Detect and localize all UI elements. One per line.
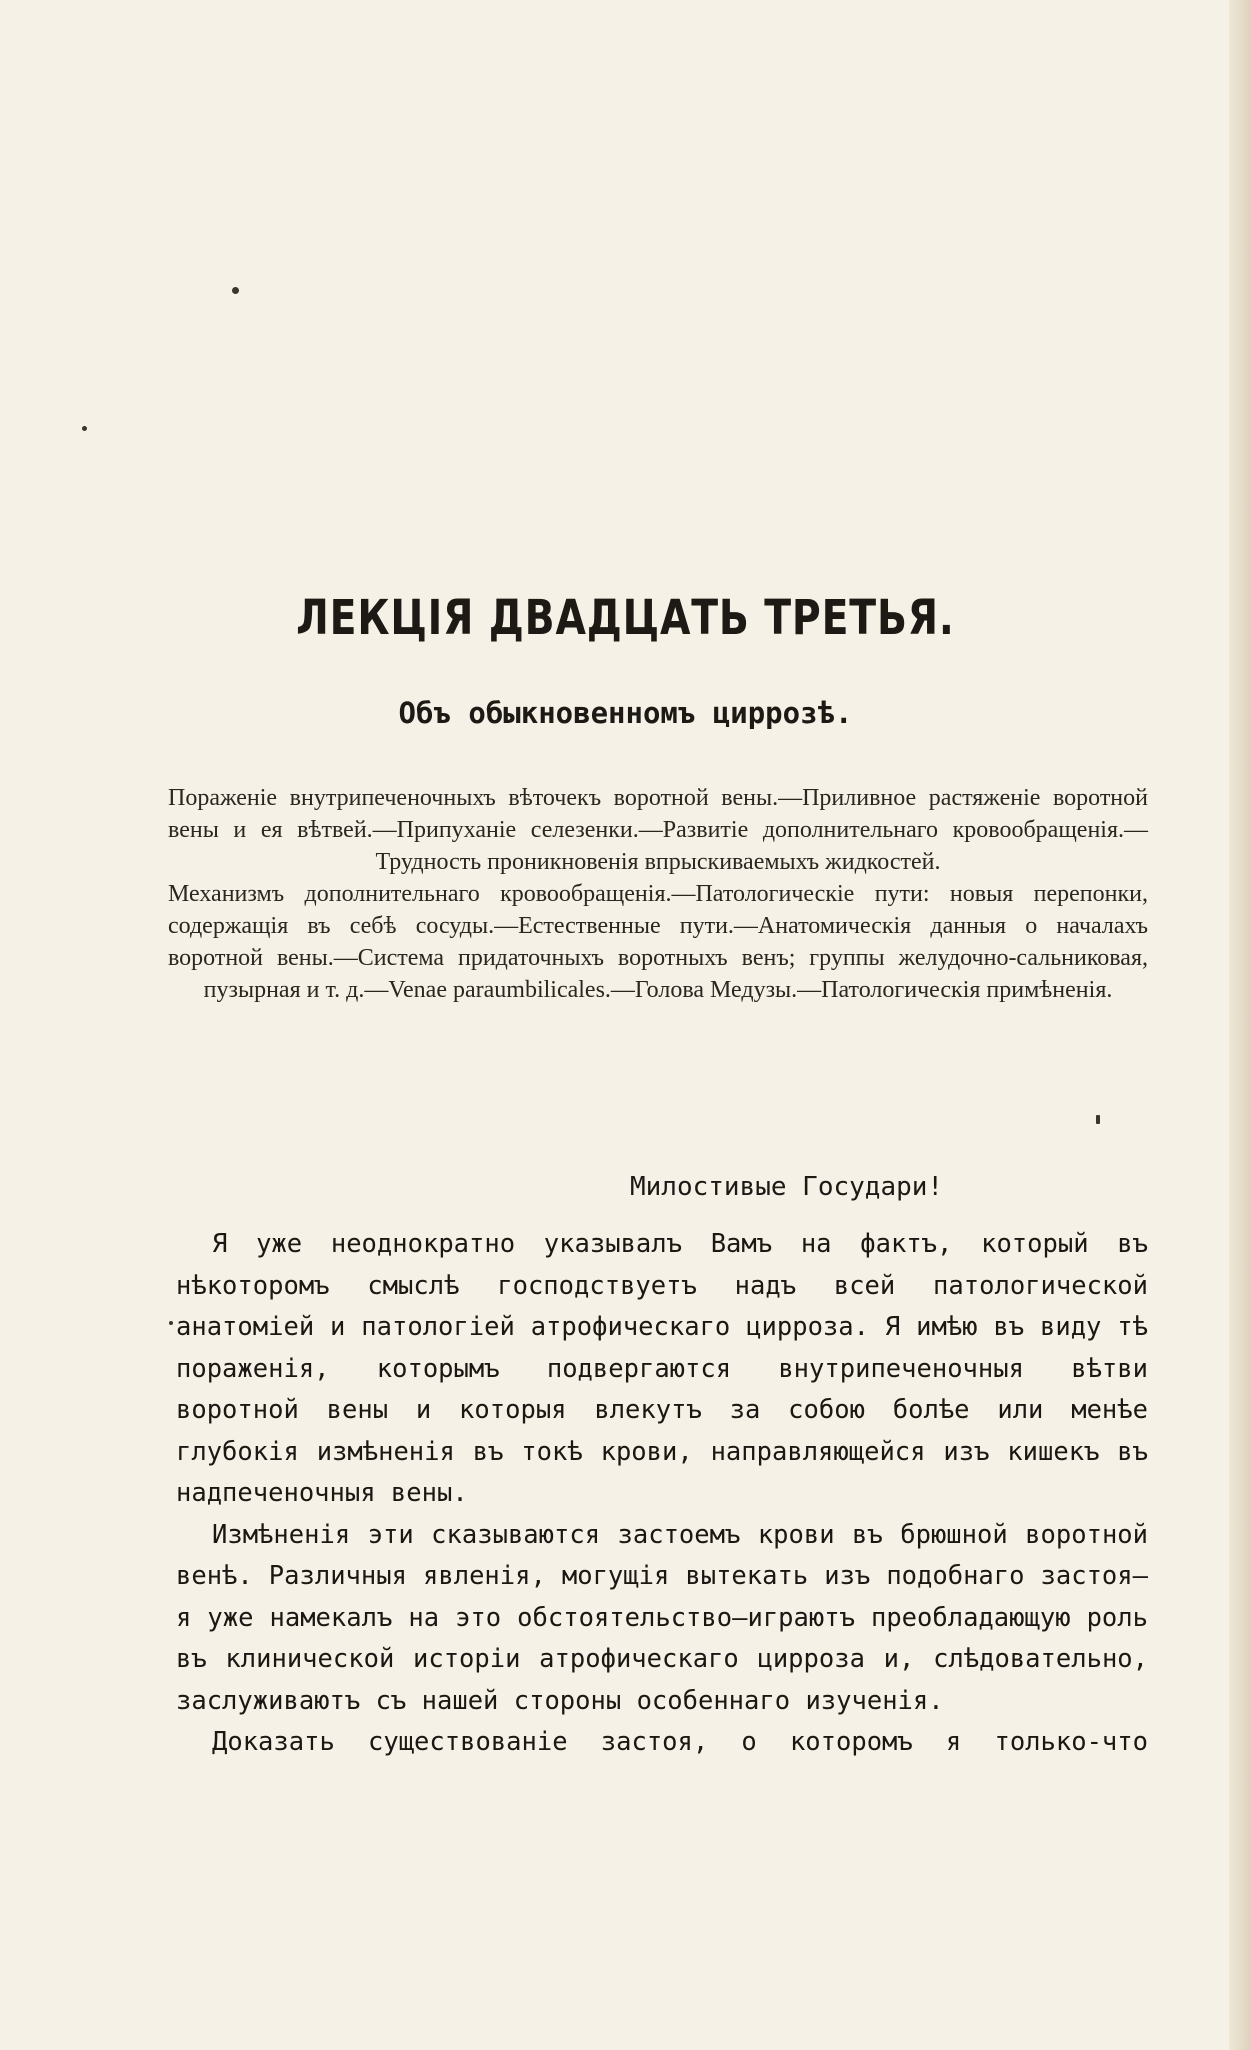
ink-speck: [232, 287, 239, 294]
ink-speck: [82, 426, 87, 431]
summary-paragraph: Механизмъ дополнительнаго кровообращенія.—Патологическіе пути: новыя перепонки, содержащія въ себѣ сосуды.—Естественные пути.—Анатомическія данныя о началахъ воротной вены.—Система придаточныхъ воротныхъ венъ; группы желудочно-сальниковая, пузырная и т. д.—Venae paraumbilicales.—Голова Медузы.—Патологическія примѣненія.: [168, 881, 1148, 1003]
body-paragraph: Измѣненія эти сказываются застоемъ крови въ брюшной воротной венѣ. Различныя явленія, могущія вытекать изъ подобнаго застоя—я уже намекалъ на это обстоятельство—играютъ преобладающую роль въ клинической исторіи атрофическаго цирроза и, слѣдовательно, заслуживаютъ съ нашей стороны особеннаго изученія.: [176, 1519, 1148, 1716]
lecture-title: ЛЕКЦІЯ ДВАДЦАТЬ ТРЕТЬЯ.: [296, 590, 955, 646]
ink-speck: [1096, 1115, 1100, 1124]
summary-paragraph: Пораженіе внутрипеченочныхъ вѣточекъ воротной вены.—Приливное растяженіе воротной вены и ея вѣтвей.—Припуханіе селезенки.—Развитіе дополнительнаго кровообращенія.—Трудность проникновенія впрыскиваемыхъ жидкостей.: [168, 785, 1148, 875]
salutation: Милостивые Государи!: [630, 1172, 944, 1202]
body-paragraph: Я уже неоднократно указывалъ Вамъ на фактъ, который въ нѣкоторомъ смыслѣ господствуетъ надъ всей патологической анатоміей и патологіей атрофическаго цирроза. Я имѣю въ виду тѣ пораженія, которымъ подвергаются внутрипеченочныя вѣтви воротной вены и которыя влекутъ за собою болѣе или менѣе глубокія измѣненія въ токѣ крови, направляющейся изъ кишекъ въ надпеченочныя вены.: [176, 1229, 1148, 1508]
ink-speck: [169, 1321, 173, 1325]
lecture-summary: [168, 782, 1148, 1006]
body-text: [176, 1224, 1148, 1764]
body-paragraph: Доказать существованіе застоя, о которомъ я только-что: [212, 1727, 1148, 1757]
page-edge-shadow: [1229, 0, 1251, 2050]
lecture-subtitle: Объ обыкновенномъ циррозѣ.: [398, 696, 853, 730]
